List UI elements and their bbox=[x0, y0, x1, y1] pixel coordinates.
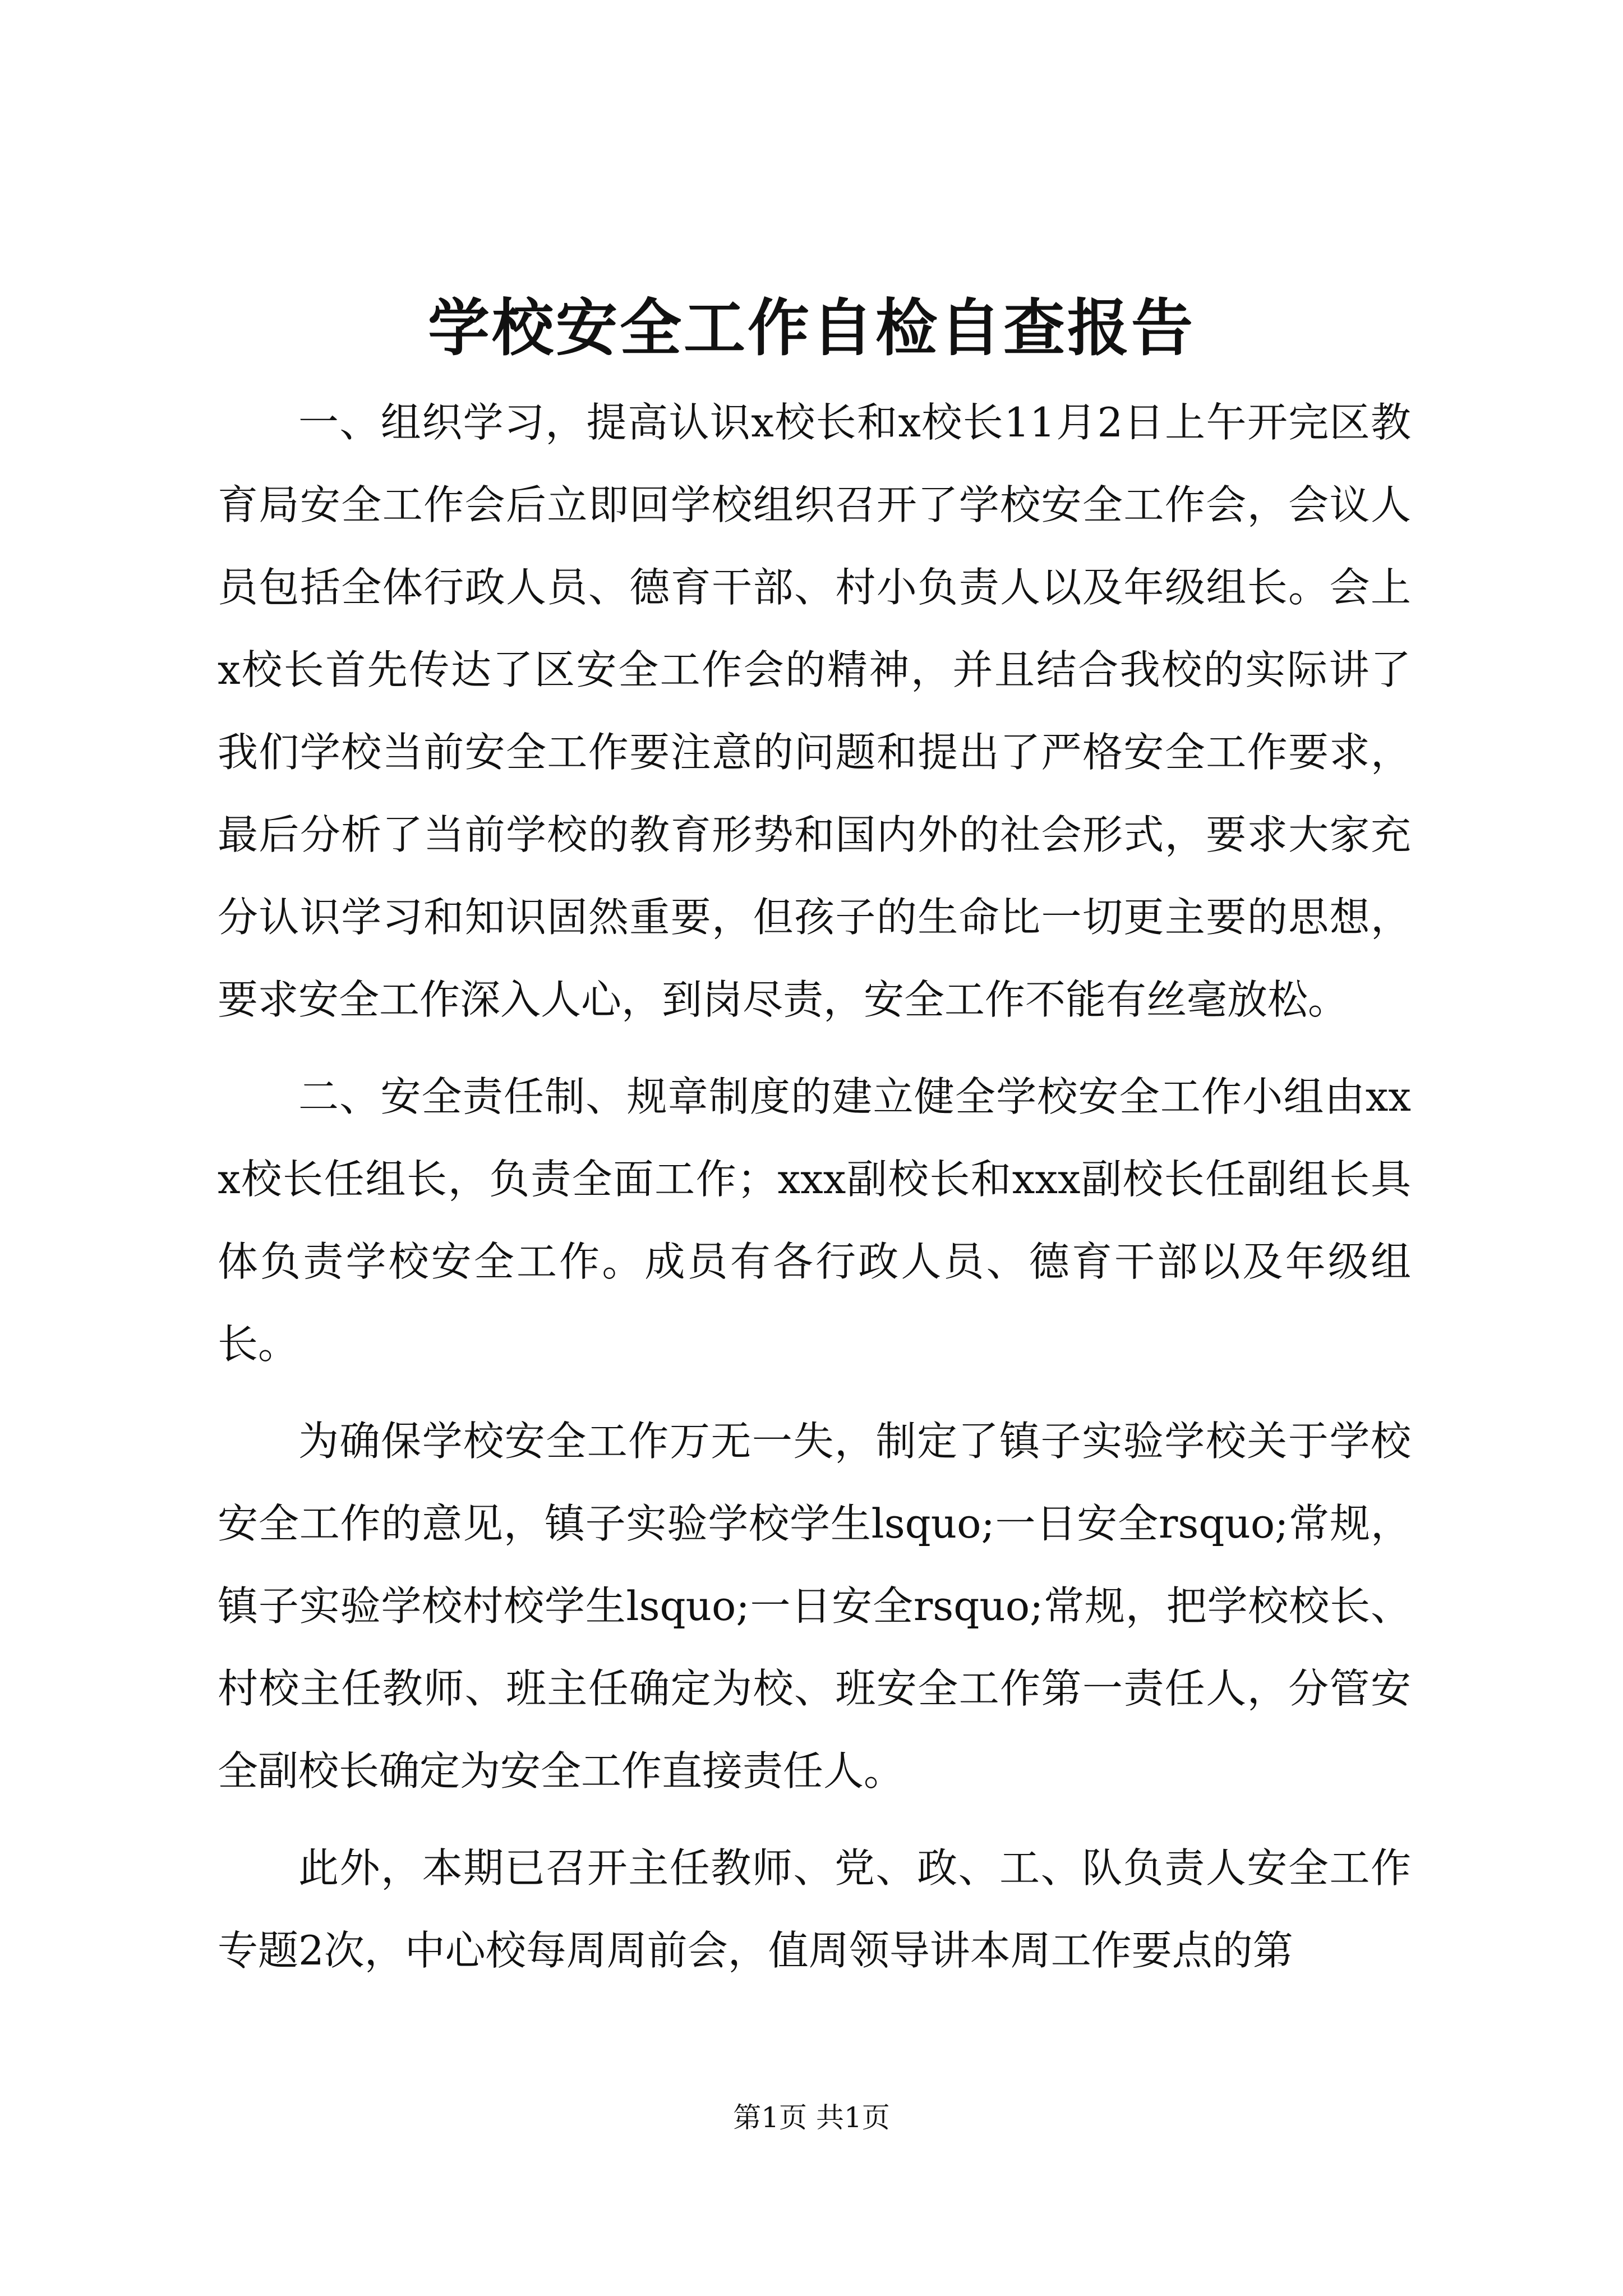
page-number-footer: 第1页 共1页 bbox=[733, 2101, 890, 2134]
document-title: 学校安全工作自检自查报告 bbox=[428, 292, 1195, 364]
paragraph-organize-study: 一、组织学习，提高认识x校长和x校长11月2日上午开完区教育局安全工作会后立即回学校组织召开了学校安全工作会，会议人员包括全体行政人员、德育干部、村小负责人以及年级组长。会上x校长首先传达了区安全工作会的精神，并且结合我校的实际讲了我们学校当前安全工作要注意的问题和提出了严格安全工作要求，最后分析了当前学校的教育形势和国内外的社会形式，要求大家充分认识学习和知识固然重要，但孩子的生命比一切更主要的思想，要求安全工作深入人心，到岗尽责，安全工作不能有丝毫放松。 bbox=[218, 399, 1411, 1023]
paragraph-responsibility-system: 二、安全责任制、规章制度的建立健全学校安全工作小组由xxx校长任组长，负责全面工作；xxx副校长和xxx副校长任副组长具体负责学校安全工作。成员有各行政人员、德育干部以及年级组长。 bbox=[218, 1073, 1411, 1368]
paragraph-meetings: 此外，本期已召开主任教师、党、政、工、队负责人安全工作专题2次，中心校每周周前会，值周领导讲本周工作要点的第 bbox=[218, 1844, 1411, 1974]
paragraph-safety-rules: 为确保学校安全工作万无一失，制定了镇子实验学校关于学校安全工作的意见，镇子实验学校学生lsquo;一日安全rsquo;常规，镇子实验学校村校学生lsquo;一日安全rsquo;常规，把学校校长、村校主任教师、班主任确定为校、班安全工作第一责任人，分管安全副校长确定为安全工作直接责任人。 bbox=[218, 1418, 1411, 1795]
document-body bbox=[218, 381, 1411, 1992]
